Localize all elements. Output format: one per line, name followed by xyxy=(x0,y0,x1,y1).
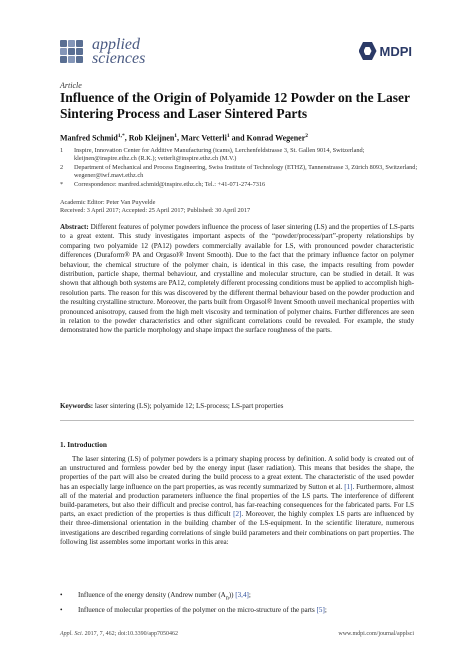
journal-logo-icon xyxy=(60,40,86,64)
journal-logo[interactable] xyxy=(60,38,145,66)
citation-link[interactable]: [2] xyxy=(233,510,242,519)
citation-link[interactable]: [1] xyxy=(344,482,353,491)
author-sup: 2 xyxy=(305,133,309,139)
keywords-label: Keywords: xyxy=(60,402,94,410)
bullet-text: )) xyxy=(228,591,236,599)
journal-url[interactable]: www.mdpi.com/journal/applsci xyxy=(338,631,414,637)
academic-editor: Academic Editor: Peter Van Puyvelde xyxy=(60,199,156,206)
affiliation-mark: 1 xyxy=(60,147,64,154)
abstract xyxy=(60,223,414,336)
affiliation-text: Inspire, Innovation Center for Additive Manufacturing (icams), Lerchenfeldstrasse 3, St. Gallen 9014, Switzerland; kleijnen@inspire.ethz.ch (R.K.); vetterli@inspire.ethz.ch (M.V.) xyxy=(74,147,365,162)
bullet-sub: n xyxy=(225,595,229,602)
list-item xyxy=(60,589,414,604)
footer-citation: 2017, 7, 462; doi:10.3390/app7050462 xyxy=(84,631,179,637)
affiliations xyxy=(60,147,420,190)
correspondence xyxy=(60,181,420,189)
bullet-list xyxy=(60,589,414,616)
mdpi-hexagon-icon xyxy=(359,42,377,60)
intro-text: . Furthermore, almost all of the material and production parameters influence the final properties of the LS parts. The interference of different build-parameters, but also their difficult and precise control, has far-reaching consequences for the fabricated parts. For LS parts, an exact prediction of the properties is thus difficult xyxy=(60,482,414,519)
intro-text: The laser sintering (LS) of polymer powders is a primary shaping process by definition. A solid body is created out of an unstructured and formless powder bed by the energy input (laser radiation). This means that besides the shape, the properties of the part will also be created during the build process to a great extent. The characteristic of the used powder has an especially large influence on the part properties, as was recently summarized by Sutton et al. xyxy=(60,455,414,491)
author-sup: 1 xyxy=(174,133,178,139)
affiliation-text: Correspondence: manfred.schmid@inspire.ethz.ch; Tel.: +41-071-274-7316 xyxy=(74,181,266,188)
affiliation-mark: * xyxy=(60,181,64,188)
bullet-text: Influence of the energy density (Andrew number (A xyxy=(78,591,226,599)
keywords-text: laser sintering (LS); polyamide 12; LS-process; LS-part properties xyxy=(94,402,284,410)
citation-link[interactable]: [5] xyxy=(316,606,325,615)
journal-name xyxy=(92,38,145,66)
list-item xyxy=(60,604,414,616)
author-sup: 1 xyxy=(226,133,230,139)
article-title: Influence of the Origin of Polyamide 12 Powder on the Laser Sintering Process and Laser Sintered Parts xyxy=(60,90,410,121)
bullet-icon: • xyxy=(60,606,63,615)
bullet-end: ; xyxy=(324,606,327,615)
footer-journal: Appl. Sci. xyxy=(60,631,84,637)
author-name[interactable]: Manfred Schmid xyxy=(60,133,118,143)
journal-name-line2: sciences xyxy=(92,50,146,67)
section-heading-introduction: 1. Introduction xyxy=(60,440,107,449)
bullet-icon: • xyxy=(60,591,63,599)
author-name[interactable]: Konrad Wegener xyxy=(246,133,306,143)
journal-name-line1: applied xyxy=(92,36,140,53)
list-item-text xyxy=(78,589,251,604)
article-history xyxy=(60,199,420,215)
affiliation xyxy=(60,164,420,180)
bullet-text: Influence of molecular properties of the polymer on the micro-structure of the parts xyxy=(78,606,317,615)
list-item-text xyxy=(78,604,327,616)
author-name[interactable]: Marc Vetterli xyxy=(181,133,227,143)
article-type: Article xyxy=(60,81,82,90)
abstract-text: Different features of polymer powders influence the process of laser sintering (LS) and the properties of LS-parts to a great extent. This study investigates important aspects of the “powder/process/part”-property relationships by comparing two polyamide 12 (PA12) powders commercially available for LS, with pronounced powder characteristic differences (Duraform® PA and Orgasol® Invent Smooth). Due to the fact that the primary influence factor on polymer behaviour, the chemical structure of the polymer chain, is identical in this case, the impacts resulting from powder distribution, particle shape, thermal behaviour, and crystalline and molecular structure, can be studied in detail. It was shown that although both systems are PA12, completely different processing conditions must be applied to accomplish high-resolution parts. The reason for this was discovered by the different thermal behaviour based on the powder production and the resulting crystalline structure. Moreover, the parts built from Orgasol® Invent Smooth unveil mechanical properties with pronounced anisotropy, caused from the high melt viscosity and termination of polymer chains. Further differences are seen in relation to the powder characteristics and other significant correlations could be revealed. For example, the study demonstrated how the particle morphology and shape impact the surface roughness of the parts. xyxy=(60,223,414,335)
intro-text: . Moreover, the highly complex LS parts are influenced by their three-dimensional orientation in the building chamber of the LS-equipment. In the scientific literature, numerous investigations are described regarding correlations of single build parameters and their combinations on part properties. The following list assembles some important works in this area: xyxy=(60,510,414,546)
publisher-name: MDPI xyxy=(379,43,412,59)
section-divider xyxy=(60,420,414,421)
abstract-label: Abstract: xyxy=(60,223,89,231)
affiliation-text: Department of Mechanical and Process Engineering, Swiss Institute of Technology (ETHZ), Tannenstrasse 3, Zürich 8093, Switzerland; wegener@iwf.mavt.ethz.ch xyxy=(74,164,418,179)
author-sup: 1,* xyxy=(117,133,125,139)
publication-dates: Received: 3 April 2017; Accepted: 25 April 2017; Published: 30 April 2017 xyxy=(60,207,251,214)
author-name[interactable]: Rob Kleijnen xyxy=(128,133,175,143)
keywords xyxy=(60,402,414,411)
affiliation xyxy=(60,147,420,163)
bullet-end: ; xyxy=(248,591,251,599)
citation-info xyxy=(60,631,178,637)
introduction-paragraph xyxy=(60,455,414,547)
affiliation-mark: 2 xyxy=(60,164,64,171)
author-list: Manfred Schmid$^{1,*}$, Rob Kleijnen$^1$, Marc Vetterli$^1$ and Konrad Wegener$^2$ xyxy=(60,133,309,143)
citation-link[interactable]: [3,4] xyxy=(235,591,249,599)
page-footer xyxy=(60,631,414,637)
mdpi-logo[interactable] xyxy=(359,42,413,60)
